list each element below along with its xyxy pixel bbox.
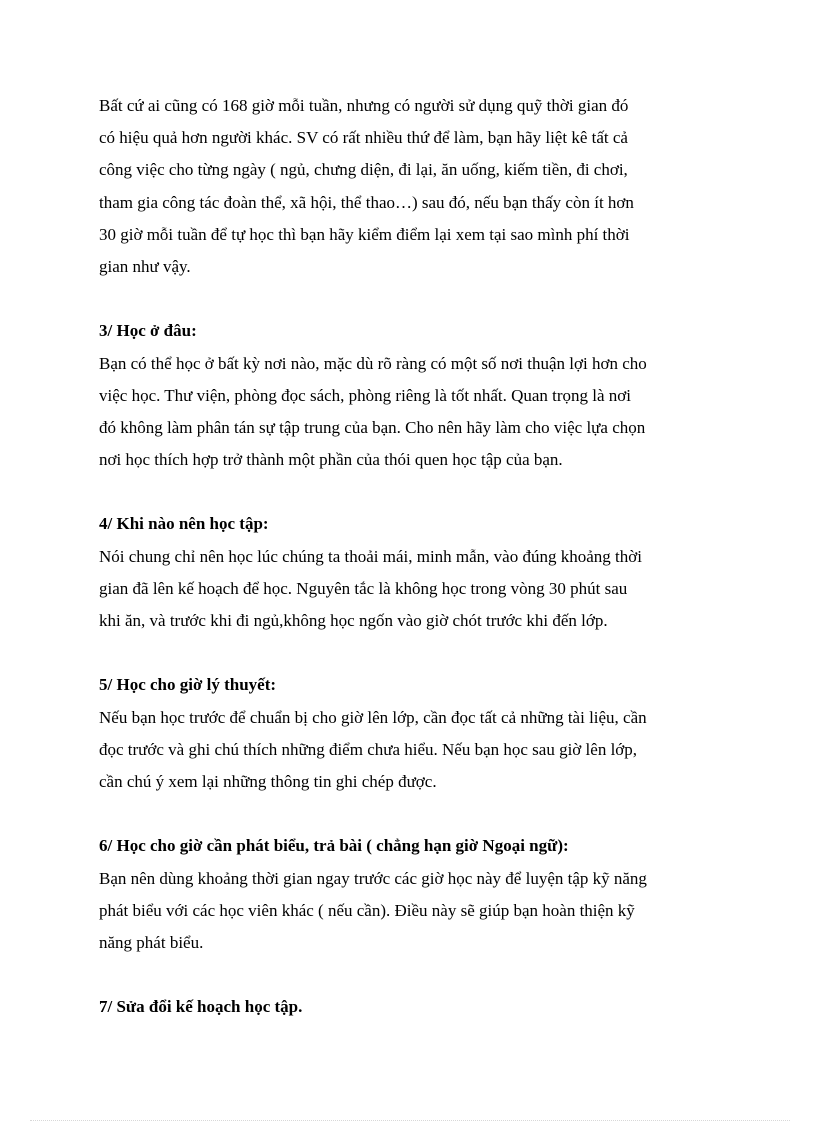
- section-heading: 4/ Khi nào nên học tập:: [99, 514, 269, 534]
- paragraph-line: năng phát biểu.: [99, 932, 204, 952]
- paragraph-spacer: [99, 476, 723, 508]
- paragraph-line: đó không làm phân tán sự tập trung của bạn. Cho nên hãy làm cho việc lựa chọn: [99, 417, 646, 437]
- paragraph-line: Bất cứ ai cũng có 168 giờ mỗi tuần, nhưng có người sử dụng quỹ thời gian đó: [99, 96, 629, 115]
- paragraph-line: Bạn nên dùng khoảng thời gian ngay trước các giờ học này để luyện tập kỹ năng: [99, 868, 647, 888]
- paragraph-line: khi ăn, và trước khi đi ngủ,không học ngốn vào giờ chót trước khi đến lớp.: [99, 611, 608, 630]
- section-heading: 3/ Học ở đâu:: [99, 321, 197, 341]
- paragraph-line: 30 giờ mỗi tuần để tự học thì bạn hãy kiểm điểm lại xem tại sao mình phí thời: [99, 224, 630, 244]
- page-bottom-divider: [30, 1120, 790, 1121]
- paragraph-line: tham gia công tác đoàn thể, xã hội, thể thao…) sau đó, nếu bạn thấy còn ít hơn: [99, 192, 634, 212]
- paragraph-line: Nói chung chỉ nên học lúc chúng ta thoải mái, minh mẫn, vào đúng khoảng thời: [99, 546, 642, 566]
- paragraph-line: gian đã lên kế hoạch để học. Nguyên tắc là không học trong vòng 30 phút sau: [99, 578, 628, 598]
- paragraph-line: Bạn có thể học ở bất kỳ nơi nào, mặc dù rõ ràng có một số nơi thuận lợi hơn cho: [99, 353, 647, 373]
- paragraph-line: cần chú ý xem lại những thông tin ghi chép được.: [99, 771, 437, 791]
- section-7: [99, 991, 723, 1023]
- paragraph-line: đọc trước và ghi chú thích những điểm chưa hiểu. Nếu bạn học sau giờ lên lớp,: [99, 739, 638, 759]
- section-4: [99, 508, 723, 637]
- section-6: [99, 830, 723, 959]
- section-heading: 5/ Học cho giờ lý thuyết:: [99, 675, 277, 695]
- paragraph-line: Nếu bạn học trước để chuẩn bị cho giờ lên lớp, cần đọc tất cả những tài liệu, cần: [99, 707, 647, 727]
- paragraph-line: việc học. Thư viện, phòng đọc sách, phòng riêng là tốt nhất. Quan trọng là nơi: [99, 385, 632, 405]
- section-3: [99, 315, 723, 476]
- section-5: [99, 669, 723, 798]
- paragraph-spacer: [99, 798, 723, 830]
- paragraph-spacer: [99, 637, 723, 669]
- section-heading: 6/ Học cho giờ cần phát biểu, trả bài ( chẳng hạn giờ Ngoại ngữ):: [99, 836, 569, 856]
- section-heading: 7/ Sửa đổi kế hoạch học tập.: [99, 997, 303, 1017]
- intro-paragraph: [99, 90, 723, 283]
- paragraph-spacer: [99, 283, 723, 315]
- paragraph-spacer: [99, 959, 723, 991]
- paragraph-line: phát biểu với các học viên khác ( nếu cần). Điều này sẽ giúp bạn hoàn thiện kỹ: [99, 900, 635, 920]
- paragraph-line: có hiệu quả hơn người khác. SV có rất nhiều thứ để làm, bạn hãy liệt kê tất cả: [99, 128, 628, 148]
- paragraph-line: nơi học thích hợp trở thành một phần của thói quen học tập của bạn.: [99, 450, 563, 470]
- paragraph-line: gian như vậy.: [99, 256, 191, 276]
- paragraph-line: công việc cho từng ngày ( ngủ, chưng diện, đi lại, ăn uống, kiếm tiền, đi chơi,: [99, 160, 628, 180]
- document-body: [99, 90, 723, 1023]
